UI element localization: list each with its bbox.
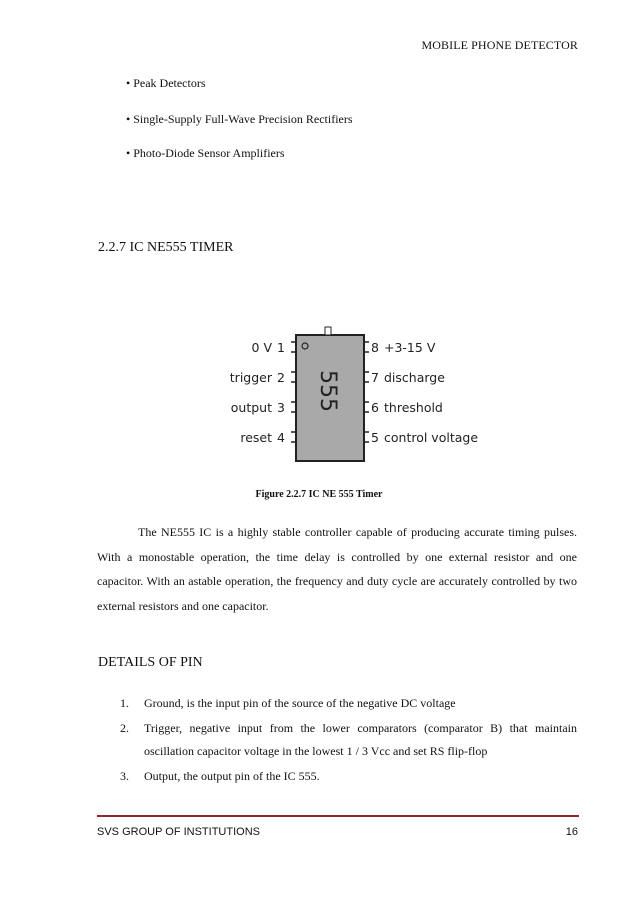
footer-institution: SVS GROUP OF INSTITUTIONS — [97, 826, 260, 838]
pin-number-right: 7 — [371, 370, 379, 385]
pin-number-left: 3 — [277, 400, 285, 415]
ne555-pinout-figure — [225, 325, 479, 465]
pin-number-right: 5 — [371, 430, 379, 445]
pin-number-right: 6 — [371, 400, 379, 415]
pin-number-left: 2 — [277, 370, 285, 385]
chip-notch — [325, 327, 331, 335]
pin-label-right: control voltage — [384, 430, 479, 445]
section-heading-details: DETAILS OF PIN — [98, 655, 203, 670]
bullet-item: • Single-Supply Full-Wave Precision Rectifiers — [126, 112, 353, 126]
pin-label-left: reset — [240, 430, 272, 445]
figure-caption: Figure 2.2.7 IC NE 555 Timer — [255, 489, 383, 500]
page-header-title: MOBILE PHONE DETECTOR — [421, 38, 578, 52]
list-item — [97, 765, 577, 788]
pin-number-left: 1 — [277, 340, 285, 355]
pin-stub-3 — [291, 402, 296, 412]
section-heading: 2.2.7 IC NE555 TIMER — [98, 240, 234, 255]
pin-stub-7 — [364, 372, 369, 382]
list-item-text: Ground, is the input pin of the source of the negative DC voltage — [144, 696, 456, 710]
pin-label-right: discharge — [384, 370, 445, 385]
list-item-number: 3. — [120, 769, 129, 783]
pin-stub-1 — [291, 342, 296, 352]
pin-label-left: 0 V — [251, 340, 272, 355]
bullet-item: • Peak Detectors — [126, 76, 206, 90]
pin-stub-2 — [291, 372, 296, 382]
chip-label: 555 — [315, 370, 340, 412]
bullet-item: • Photo-Diode Sensor Amplifiers — [126, 146, 285, 160]
list-item-number: 1. — [120, 696, 129, 710]
pin-number-right: 8 — [371, 340, 379, 355]
pin-number-left: 4 — [277, 430, 285, 445]
pin-label-right: threshold — [384, 400, 443, 415]
body-paragraph: The NE555 IC is a highly stable controller capable of producing accurate timing pulses. With a monostable operation, the time delay is controlled by one external resistor and one capacitor. With an astable operation, the frequency and duty cycle are accurately controlled by two external resistors and one capacitor. — [97, 525, 577, 613]
pin-stub-6 — [364, 402, 369, 412]
pin-stub-5 — [364, 432, 369, 442]
pin-stub-4 — [291, 432, 296, 442]
page-number: 16 — [565, 826, 578, 838]
pin-label-right: +3-15 V — [384, 340, 436, 355]
pin-stub-8 — [364, 342, 369, 352]
list-item-text: Output, the output pin of the IC 555. — [144, 769, 320, 783]
list-item — [97, 717, 577, 763]
list-item-text: Trigger, negative input from the lower comparators (comparator B) that maintain oscillation capacitor voltage in the lowest 1 / 3 Vcc and set RS flip-flop — [144, 721, 577, 758]
pin-details-list — [97, 692, 577, 788]
pin-label-left: output — [230, 400, 272, 415]
list-item — [97, 692, 577, 715]
list-item-number: 2. — [120, 721, 129, 735]
pin-label-left: trigger — [229, 370, 272, 385]
footer-rule — [97, 815, 579, 817]
